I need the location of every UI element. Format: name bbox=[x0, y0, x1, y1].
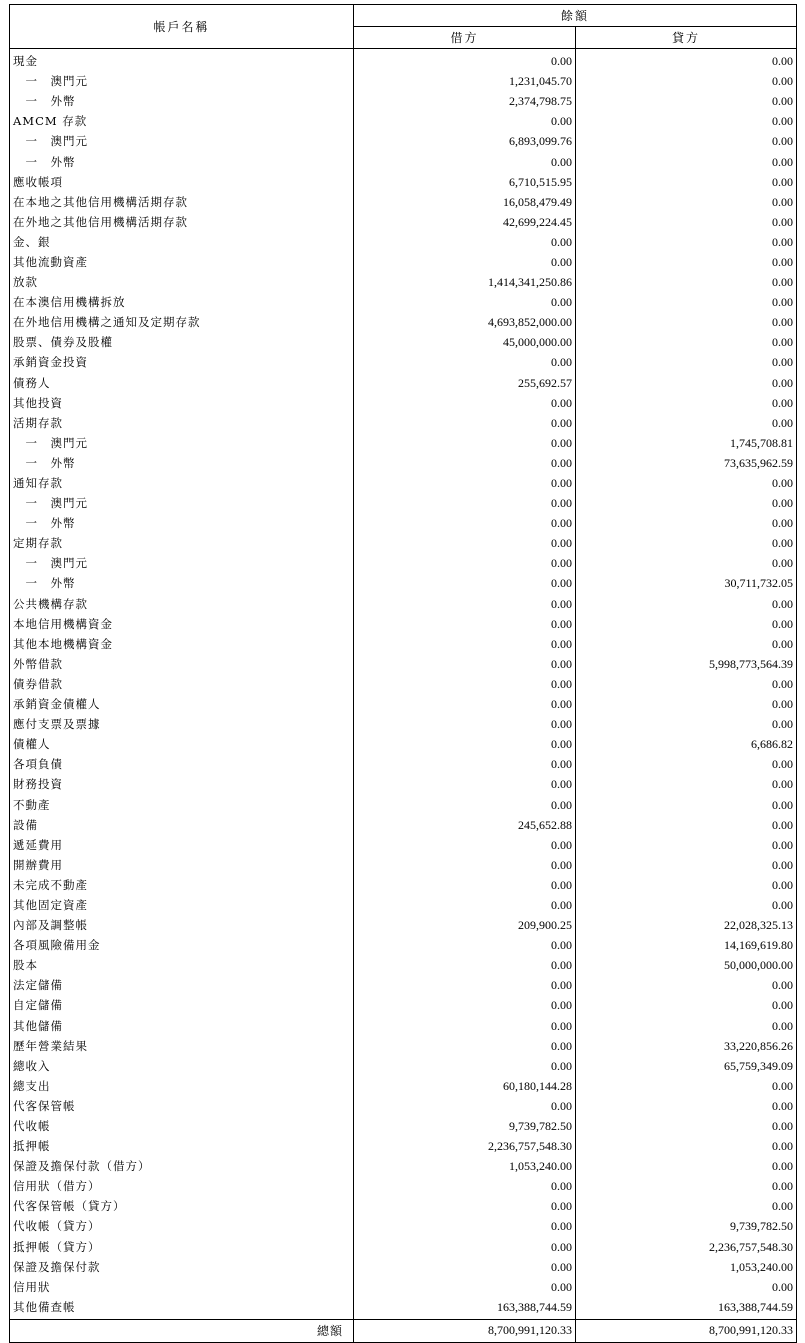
account-name-cell: 活期存款 bbox=[10, 413, 354, 433]
table-row bbox=[10, 1216, 797, 1236]
account-name-cell: 在外地信用機構之通知及定期存款 bbox=[10, 312, 354, 332]
debit-cell: 42,699,224.45 bbox=[354, 212, 576, 232]
debit-cell: 0.00 bbox=[354, 634, 576, 654]
account-name-cell: 金、銀 bbox=[10, 232, 354, 252]
debit-cell: 0.00 bbox=[354, 794, 576, 814]
table-row bbox=[10, 473, 797, 493]
table-body bbox=[10, 49, 797, 1320]
account-name-cell: 信用狀 bbox=[10, 1277, 354, 1297]
account-name-cell: 信用狀（借方） bbox=[10, 1176, 354, 1196]
table-row bbox=[10, 1176, 797, 1196]
table-row bbox=[10, 413, 797, 433]
debit-cell: 0.00 bbox=[354, 252, 576, 272]
table-row bbox=[10, 1076, 797, 1096]
account-name-cell: 開辦費用 bbox=[10, 855, 354, 875]
credit-cell: 0.00 bbox=[576, 352, 797, 372]
credit-cell: 0.00 bbox=[576, 1116, 797, 1136]
table-row bbox=[10, 433, 797, 453]
credit-cell: 0.00 bbox=[576, 513, 797, 533]
credit-cell: 65,759,349.09 bbox=[576, 1056, 797, 1076]
account-name-cell: 各項負債 bbox=[10, 754, 354, 774]
account-name-cell: 股本 bbox=[10, 955, 354, 975]
table-row bbox=[10, 192, 797, 212]
table-row bbox=[10, 975, 797, 995]
account-name-cell: 抵押帳（貸方） bbox=[10, 1237, 354, 1257]
table-row bbox=[10, 855, 797, 875]
table-row bbox=[10, 312, 797, 332]
credit-cell: 50,000,000.00 bbox=[576, 955, 797, 975]
table-row bbox=[10, 453, 797, 473]
debit-cell: 0.00 bbox=[354, 594, 576, 614]
credit-cell: 0.00 bbox=[576, 131, 797, 151]
debit-cell: 0.00 bbox=[354, 393, 576, 413]
debit-cell: 0.00 bbox=[354, 151, 576, 171]
table-row bbox=[10, 393, 797, 413]
credit-cell: 0.00 bbox=[576, 794, 797, 814]
credit-cell: 0.00 bbox=[576, 835, 797, 855]
debit-cell: 0.00 bbox=[354, 1277, 576, 1297]
table-row bbox=[10, 151, 797, 171]
table-row bbox=[10, 1136, 797, 1156]
table-row bbox=[10, 71, 797, 91]
debit-cell: 6,710,515.95 bbox=[354, 172, 576, 192]
credit-cell: 0.00 bbox=[576, 71, 797, 91]
debit-cell: 0.00 bbox=[354, 413, 576, 433]
account-name-cell: 一 澳門元 bbox=[10, 433, 354, 453]
table-row bbox=[10, 995, 797, 1015]
table-row bbox=[10, 131, 797, 151]
table-row bbox=[10, 292, 797, 312]
debit-cell: 255,692.57 bbox=[354, 373, 576, 393]
debit-cell: 0.00 bbox=[354, 1237, 576, 1257]
table-row bbox=[10, 49, 797, 72]
account-name-cell: 在本澳信用機構拆放 bbox=[10, 292, 354, 312]
debit-cell: 0.00 bbox=[354, 1096, 576, 1116]
account-name-cell: 外幣借款 bbox=[10, 654, 354, 674]
credit-cell: 1,745,708.81 bbox=[576, 433, 797, 453]
debit-cell: 0.00 bbox=[354, 614, 576, 634]
table-row bbox=[10, 533, 797, 553]
credit-cell: 0.00 bbox=[576, 1136, 797, 1156]
account-name-cell: 一 澳門元 bbox=[10, 131, 354, 151]
credit-cell: 0.00 bbox=[576, 151, 797, 171]
account-name-cell: 代收帳 bbox=[10, 1116, 354, 1136]
credit-cell: 0.00 bbox=[576, 272, 797, 292]
credit-cell: 0.00 bbox=[576, 895, 797, 915]
credit-cell: 0.00 bbox=[576, 493, 797, 513]
account-name-cell: 遞延費用 bbox=[10, 835, 354, 855]
account-name-cell: 內部及調整帳 bbox=[10, 915, 354, 935]
account-name-cell: 一 澳門元 bbox=[10, 493, 354, 513]
credit-cell: 0.00 bbox=[576, 172, 797, 192]
table-row bbox=[10, 272, 797, 292]
credit-cell: 0.00 bbox=[576, 674, 797, 694]
debit-cell: 1,231,045.70 bbox=[354, 71, 576, 91]
account-name-cell: 應收帳項 bbox=[10, 172, 354, 192]
table-row bbox=[10, 875, 797, 895]
debit-cell: 4,693,852,000.00 bbox=[354, 312, 576, 332]
account-name-cell: 代客保管帳（貸方） bbox=[10, 1196, 354, 1216]
total-label: 總額 bbox=[10, 1319, 354, 1342]
table-row bbox=[10, 1036, 797, 1056]
credit-cell: 0.00 bbox=[576, 875, 797, 895]
credit-cell: 5,998,773,564.39 bbox=[576, 654, 797, 674]
account-name-cell: 債務人 bbox=[10, 373, 354, 393]
credit-cell: 0.00 bbox=[576, 1277, 797, 1297]
credit-cell: 0.00 bbox=[576, 292, 797, 312]
credit-cell: 6,686.82 bbox=[576, 734, 797, 754]
credit-cell: 0.00 bbox=[576, 774, 797, 794]
table-row bbox=[10, 1096, 797, 1116]
table-row bbox=[10, 232, 797, 252]
debit-cell: 0.00 bbox=[354, 1016, 576, 1036]
account-name-cell: 現金 bbox=[10, 49, 354, 72]
credit-cell: 0.00 bbox=[576, 594, 797, 614]
account-name-cell: 總支出 bbox=[10, 1076, 354, 1096]
credit-cell: 73,635,962.59 bbox=[576, 453, 797, 473]
table-row bbox=[10, 573, 797, 593]
account-name-header: 帳戶名稱 bbox=[10, 5, 354, 49]
credit-cell: 163,388,744.59 bbox=[576, 1297, 797, 1320]
debit-cell: 0.00 bbox=[354, 995, 576, 1015]
debit-cell: 0.00 bbox=[354, 955, 576, 975]
trial-balance-table bbox=[9, 4, 797, 1343]
credit-cell: 0.00 bbox=[576, 212, 797, 232]
account-name-cell: 不動產 bbox=[10, 794, 354, 814]
table-row bbox=[10, 774, 797, 794]
debit-cell: 0.00 bbox=[354, 493, 576, 513]
credit-cell: 0.00 bbox=[576, 1016, 797, 1036]
table-row bbox=[10, 111, 797, 131]
account-name-cell: 承銷資金債權人 bbox=[10, 694, 354, 714]
table-row bbox=[10, 332, 797, 352]
table-row bbox=[10, 754, 797, 774]
account-name-cell: 設備 bbox=[10, 815, 354, 835]
table-row bbox=[10, 1016, 797, 1036]
account-name-cell: 在本地之其他信用機構活期存款 bbox=[10, 192, 354, 212]
debit-cell: 0.00 bbox=[354, 1257, 576, 1277]
account-name-cell: 其他本地機構資金 bbox=[10, 634, 354, 654]
debit-cell: 0.00 bbox=[354, 875, 576, 895]
account-name-cell: 代收帳（貸方） bbox=[10, 1216, 354, 1236]
credit-cell: 33,220,856.26 bbox=[576, 1036, 797, 1056]
credit-cell: 0.00 bbox=[576, 754, 797, 774]
account-name-cell: 其他固定資產 bbox=[10, 895, 354, 915]
account-name-cell: 法定儲備 bbox=[10, 975, 354, 995]
table-row bbox=[10, 835, 797, 855]
debit-header: 借方 bbox=[354, 27, 576, 49]
credit-cell: 0.00 bbox=[576, 975, 797, 995]
table-row bbox=[10, 1056, 797, 1076]
account-name-cell: 抵押帳 bbox=[10, 1136, 354, 1156]
account-name-cell: 一 外幣 bbox=[10, 91, 354, 111]
table-row bbox=[10, 352, 797, 372]
table-row bbox=[10, 1277, 797, 1297]
credit-cell: 22,028,325.13 bbox=[576, 915, 797, 935]
total-credit: 8,700,991,120.33 bbox=[576, 1319, 797, 1342]
credit-cell: 0.00 bbox=[576, 714, 797, 734]
credit-cell: 0.00 bbox=[576, 815, 797, 835]
credit-cell: 0.00 bbox=[576, 553, 797, 573]
credit-header: 貸方 bbox=[576, 27, 797, 49]
account-name-cell: 一 外幣 bbox=[10, 573, 354, 593]
table-row bbox=[10, 1116, 797, 1136]
account-name-cell: 股票、債券及股權 bbox=[10, 332, 354, 352]
table-row bbox=[10, 674, 797, 694]
debit-cell: 0.00 bbox=[354, 694, 576, 714]
table-row bbox=[10, 654, 797, 674]
table-row bbox=[10, 91, 797, 111]
debit-cell: 2,374,798.75 bbox=[354, 91, 576, 111]
table-row bbox=[10, 815, 797, 835]
table-row bbox=[10, 634, 797, 654]
credit-cell: 0.00 bbox=[576, 192, 797, 212]
debit-cell: 0.00 bbox=[354, 1196, 576, 1216]
debit-cell: 209,900.25 bbox=[354, 915, 576, 935]
credit-cell: 0.00 bbox=[576, 1156, 797, 1176]
debit-cell: 0.00 bbox=[354, 1216, 576, 1236]
credit-cell: 0.00 bbox=[576, 533, 797, 553]
account-name-cell: 財務投資 bbox=[10, 774, 354, 794]
credit-cell: 0.00 bbox=[576, 332, 797, 352]
debit-cell: 0.00 bbox=[354, 734, 576, 754]
credit-cell: 1,053,240.00 bbox=[576, 1257, 797, 1277]
table-row bbox=[10, 1237, 797, 1257]
account-name-cell: 各項風險備用金 bbox=[10, 935, 354, 955]
credit-cell: 0.00 bbox=[576, 49, 797, 72]
table-row bbox=[10, 955, 797, 975]
account-name-cell: 一 外幣 bbox=[10, 513, 354, 533]
table-row bbox=[10, 172, 797, 192]
debit-cell: 0.00 bbox=[354, 855, 576, 875]
table-row bbox=[10, 373, 797, 393]
credit-cell: 9,739,782.50 bbox=[576, 1216, 797, 1236]
table-row bbox=[10, 594, 797, 614]
account-name-cell: 其他流動資產 bbox=[10, 252, 354, 272]
debit-cell: 0.00 bbox=[354, 754, 576, 774]
table-row bbox=[10, 252, 797, 272]
credit-cell: 0.00 bbox=[576, 1196, 797, 1216]
debit-cell: 0.00 bbox=[354, 975, 576, 995]
table-row bbox=[10, 212, 797, 232]
table-row bbox=[10, 794, 797, 814]
account-name-cell: 一 外幣 bbox=[10, 151, 354, 171]
account-name-cell: 放款 bbox=[10, 272, 354, 292]
credit-cell: 30,711,732.05 bbox=[576, 573, 797, 593]
debit-cell: 163,388,744.59 bbox=[354, 1297, 576, 1320]
debit-cell: 0.00 bbox=[354, 674, 576, 694]
table-header bbox=[10, 5, 797, 49]
credit-cell: 14,169,619.80 bbox=[576, 935, 797, 955]
credit-cell: 0.00 bbox=[576, 995, 797, 1015]
debit-cell: 0.00 bbox=[354, 935, 576, 955]
account-name-cell: 本地信用機構資金 bbox=[10, 614, 354, 634]
debit-cell: 60,180,144.28 bbox=[354, 1076, 576, 1096]
account-name-cell: 其他備查帳 bbox=[10, 1297, 354, 1320]
table-row bbox=[10, 935, 797, 955]
debit-cell: 0.00 bbox=[354, 654, 576, 674]
debit-cell: 0.00 bbox=[354, 1056, 576, 1076]
debit-cell: 9,739,782.50 bbox=[354, 1116, 576, 1136]
table-row bbox=[10, 553, 797, 573]
account-name-cell: 其他儲備 bbox=[10, 1016, 354, 1036]
table-row bbox=[10, 1297, 797, 1320]
table-row bbox=[10, 734, 797, 754]
account-name-cell: 定期存款 bbox=[10, 533, 354, 553]
debit-cell: 0.00 bbox=[354, 714, 576, 734]
account-name-cell: 通知存款 bbox=[10, 473, 354, 493]
debit-cell: 0.00 bbox=[354, 292, 576, 312]
table-row bbox=[10, 1196, 797, 1216]
credit-cell: 0.00 bbox=[576, 634, 797, 654]
account-name-cell: 歷年營業結果 bbox=[10, 1036, 354, 1056]
credit-cell: 0.00 bbox=[576, 232, 797, 252]
table-row bbox=[10, 1156, 797, 1176]
account-name-cell: 公共機構存款 bbox=[10, 594, 354, 614]
account-name-cell: 承銷資金投資 bbox=[10, 352, 354, 372]
debit-cell: 0.00 bbox=[354, 513, 576, 533]
account-name-cell: 一 外幣 bbox=[10, 453, 354, 473]
credit-cell: 0.00 bbox=[576, 413, 797, 433]
account-name-cell: 一 澳門元 bbox=[10, 553, 354, 573]
credit-cell: 0.00 bbox=[576, 373, 797, 393]
credit-cell: 0.00 bbox=[576, 91, 797, 111]
credit-cell: 0.00 bbox=[576, 1096, 797, 1116]
debit-cell: 0.00 bbox=[354, 573, 576, 593]
table-row bbox=[10, 513, 797, 533]
table-row bbox=[10, 915, 797, 935]
debit-cell: 0.00 bbox=[354, 352, 576, 372]
account-name-cell: 未完成不動產 bbox=[10, 875, 354, 895]
debit-cell: 0.00 bbox=[354, 774, 576, 794]
table-row bbox=[10, 895, 797, 915]
credit-cell: 0.00 bbox=[576, 473, 797, 493]
debit-cell: 45,000,000.00 bbox=[354, 332, 576, 352]
table-row bbox=[10, 1257, 797, 1277]
debit-cell: 0.00 bbox=[354, 473, 576, 493]
debit-cell: 1,053,240.00 bbox=[354, 1156, 576, 1176]
debit-cell: 0.00 bbox=[354, 453, 576, 473]
account-name-cell: 其他投資 bbox=[10, 393, 354, 413]
debit-cell: 2,236,757,548.30 bbox=[354, 1136, 576, 1156]
table-row bbox=[10, 694, 797, 714]
credit-cell: 2,236,757,548.30 bbox=[576, 1237, 797, 1257]
total-debit: 8,700,991,120.33 bbox=[354, 1319, 576, 1342]
account-name-cell: 保證及擔保付款（借方） bbox=[10, 1156, 354, 1176]
account-name-cell: 代客保管帳 bbox=[10, 1096, 354, 1116]
account-name-cell: 保證及擔保付款 bbox=[10, 1257, 354, 1277]
debit-cell: 1,414,341,250.86 bbox=[354, 272, 576, 292]
debit-cell: 245,652.88 bbox=[354, 815, 576, 835]
debit-cell: 16,058,479.49 bbox=[354, 192, 576, 212]
account-name-cell: 在外地之其他信用機構活期存款 bbox=[10, 212, 354, 232]
account-name-cell: 自定儲備 bbox=[10, 995, 354, 1015]
credit-cell: 0.00 bbox=[576, 694, 797, 714]
account-name-cell: 債權人 bbox=[10, 734, 354, 754]
account-name-cell: 應付支票及票據 bbox=[10, 714, 354, 734]
table-row bbox=[10, 614, 797, 634]
balance-header: 餘額 bbox=[354, 5, 797, 27]
debit-cell: 0.00 bbox=[354, 232, 576, 252]
debit-cell: 6,893,099.76 bbox=[354, 131, 576, 151]
account-name-cell: 債券借款 bbox=[10, 674, 354, 694]
debit-cell: 0.00 bbox=[354, 1036, 576, 1056]
debit-cell: 0.00 bbox=[354, 895, 576, 915]
credit-cell: 0.00 bbox=[576, 614, 797, 634]
debit-cell: 0.00 bbox=[354, 533, 576, 553]
credit-cell: 0.00 bbox=[576, 111, 797, 131]
credit-cell: 0.00 bbox=[576, 312, 797, 332]
account-name-cell: 一 澳門元 bbox=[10, 71, 354, 91]
account-name-cell: AMCM 存款 bbox=[10, 111, 354, 131]
debit-cell: 0.00 bbox=[354, 111, 576, 131]
debit-cell: 0.00 bbox=[354, 553, 576, 573]
table-row bbox=[10, 493, 797, 513]
debit-cell: 0.00 bbox=[354, 49, 576, 72]
table-footer bbox=[10, 1319, 797, 1342]
credit-cell: 0.00 bbox=[576, 393, 797, 413]
credit-cell: 0.00 bbox=[576, 855, 797, 875]
table-row bbox=[10, 714, 797, 734]
debit-cell: 0.00 bbox=[354, 1176, 576, 1196]
credit-cell: 0.00 bbox=[576, 1176, 797, 1196]
debit-cell: 0.00 bbox=[354, 835, 576, 855]
credit-cell: 0.00 bbox=[576, 252, 797, 272]
credit-cell: 0.00 bbox=[576, 1076, 797, 1096]
debit-cell: 0.00 bbox=[354, 433, 576, 453]
account-name-cell: 總收入 bbox=[10, 1056, 354, 1076]
